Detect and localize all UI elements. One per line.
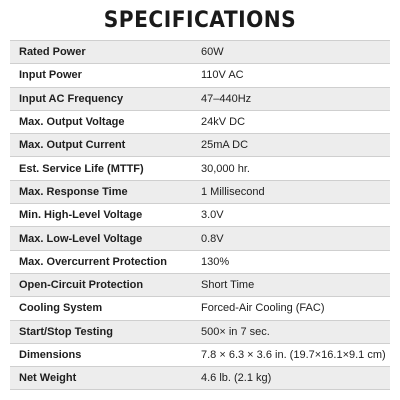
spec-value: 3.0V xyxy=(181,204,390,227)
spec-label: Max. Output Current xyxy=(10,134,181,157)
spec-value: 4.6 lb. (2.1 kg) xyxy=(181,367,390,390)
spec-value: 30,000 hr. xyxy=(181,157,390,180)
page-title: SPECIFICATIONS xyxy=(103,8,297,33)
spec-row xyxy=(10,367,390,390)
spec-row xyxy=(10,297,390,320)
spec-row xyxy=(10,227,390,250)
spec-value: 1 Millisecond xyxy=(181,180,390,203)
spec-row xyxy=(10,134,390,157)
spec-label: Max. Low-Level Voltage xyxy=(10,227,181,250)
spec-value: 500× in 7 sec. xyxy=(181,320,390,343)
spec-row xyxy=(10,157,390,180)
spec-value: 7.8 × 6.3 × 3.6 in. (19.7×16.1×9.1 cm) xyxy=(181,343,390,366)
spec-label: Input Power xyxy=(10,64,181,87)
spec-label: Dimensions xyxy=(10,343,181,366)
spec-value: 60W xyxy=(181,41,390,64)
spec-label: Open-Circuit Protection xyxy=(10,273,181,296)
spec-value: Short Time xyxy=(181,273,390,296)
spec-label: Max. Overcurrent Protection xyxy=(10,250,181,273)
spec-value: 25mA DC xyxy=(181,134,390,157)
spec-table xyxy=(10,40,390,390)
spec-row xyxy=(10,110,390,133)
spec-row xyxy=(10,87,390,110)
spec-table-body xyxy=(10,41,390,390)
spec-label: Net Weight xyxy=(10,367,181,390)
spec-label: Cooling System xyxy=(10,297,181,320)
spec-label: Min. High-Level Voltage xyxy=(10,204,181,227)
spec-value: 24kV DC xyxy=(181,110,390,133)
spec-row xyxy=(10,320,390,343)
spec-label: Max. Output Voltage xyxy=(10,110,181,133)
spec-row xyxy=(10,41,390,64)
spec-label: Max. Response Time xyxy=(10,180,181,203)
spec-label: Input AC Frequency xyxy=(10,87,181,110)
spec-label: Rated Power xyxy=(10,41,181,64)
spec-label: Est. Service Life (MTTF) xyxy=(10,157,181,180)
spec-value: 130% xyxy=(181,250,390,273)
spec-value: 0.8V xyxy=(181,227,390,250)
spec-row xyxy=(10,204,390,227)
spec-row xyxy=(10,273,390,296)
spec-value: Forced-Air Cooling (FAC) xyxy=(181,297,390,320)
spec-value: 110V AC xyxy=(181,64,390,87)
spec-label: Start/Stop Testing xyxy=(10,320,181,343)
spec-row xyxy=(10,180,390,203)
spec-value: 47–440Hz xyxy=(181,87,390,110)
spec-row xyxy=(10,250,390,273)
spec-row xyxy=(10,64,390,87)
spec-row xyxy=(10,343,390,366)
